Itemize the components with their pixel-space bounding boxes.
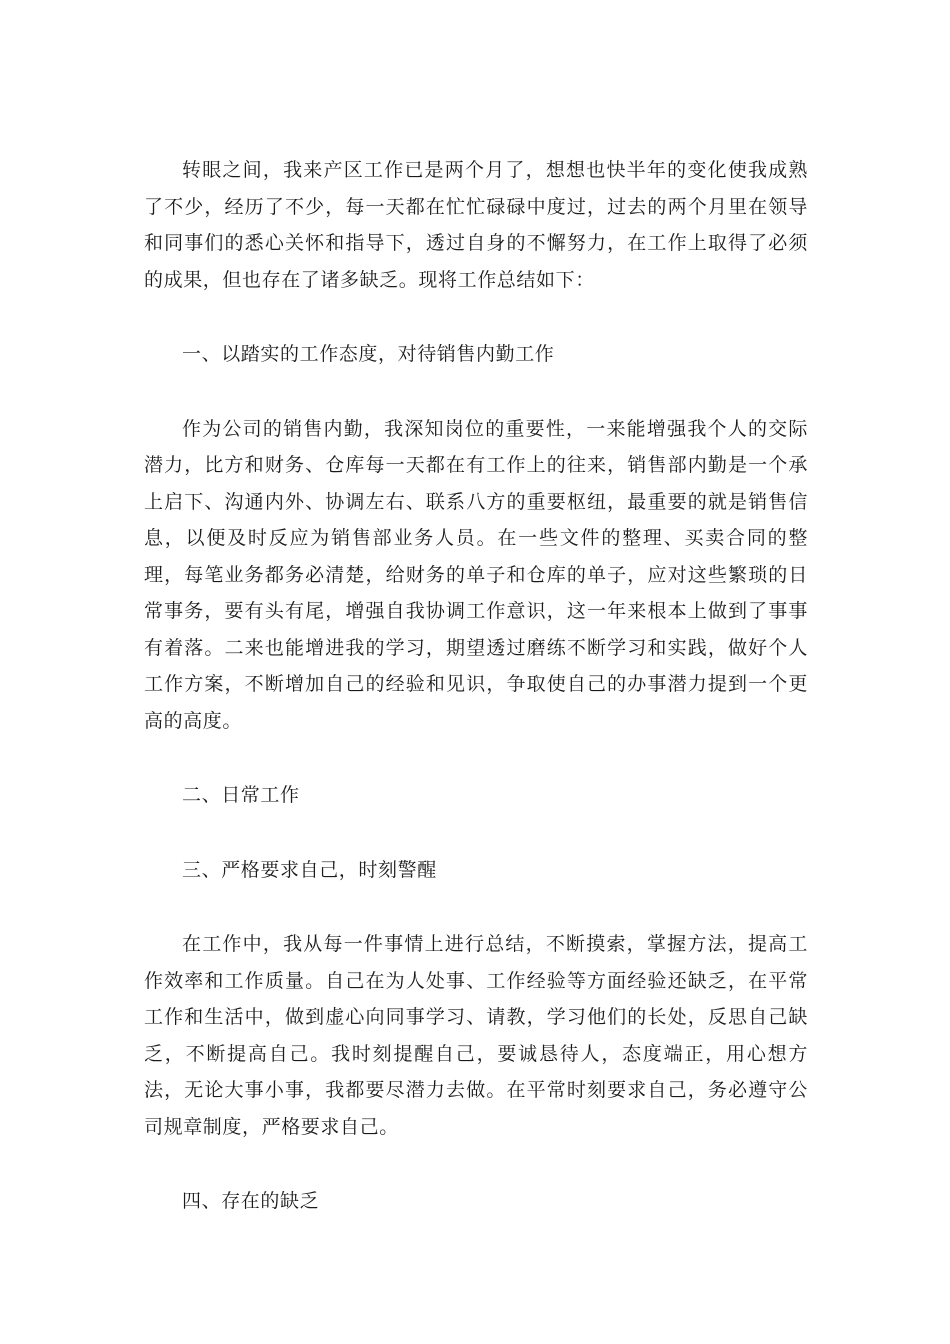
spacer [144,298,808,336]
section-heading-4: 四、存在的缺乏 [182,1190,320,1212]
section-heading-1: 一、以踏实的工作态度，对待销售内勤工作 [182,343,555,365]
spacer [144,888,808,926]
section-1-paragraph: 作为公司的销售内勤，我深知岗位的重要性，一来能增强我个人的交际潜力，比方和财务、仓库每一天都在有工作上的往来，销售部内勤是一个承上启下、沟通内外、协调左右、联系八方的重要枢纽，最重要的就是销售信息，以便及时反应为销售部业务人员。在一些文件的整理、买卖合同的整理，每笔业务都务必清楚，给财务的单子和仓库的单子，应对这些繁琐的日常事务，要有头有尾，增强自我协调工作意识，这一年来根本上做到了事事有着落。二来也能增进我的学习，期望透过磨练不断学习和实践，做好个人工作方案，不断增加自己的经验和见识，争取使自己的办事潜力提到一个更高的高度。 [144,417,808,732]
spacer [144,1145,808,1183]
section-heading-3: 三、严格要求自己，时刻警醒 [182,858,437,881]
spacer [144,739,808,777]
intro-paragraph: 转眼之间，我来产区工作已是两个月了，想想也快半年的变化使我成熟了不少，经历了不少，每一天都在忙忙碌碌中度过，过去的两个月里在领导和同事们的悉心关怀和指导下，透过自身的不懈努力，在工作上取得了必须的成果，但也存在了诸多缺乏。现将工作总结如下： [144,159,808,291]
section-heading-2: 二、日常工作 [182,784,300,806]
spacer [144,814,808,852]
document-body [144,152,808,1220]
spacer [144,373,808,411]
section-3-paragraph: 在工作中，我从每一件事情上进行总结，不断摸索，掌握方法，提高工作效率和工作质量。自己在为人处事、工作经验等方面经验还缺乏，在平常工作和生活中，做到虚心向同事学习、请教，学习他们的长处，反思自己缺乏，不断提高自己。我时刻提醒自己，要诚恳待人，态度端正，用心想方法，无论大事小事，我都要尽潜力去做。在平常时刻要求自己，务必遵守公司规章制度，严格要求自己。 [144,933,808,1138]
